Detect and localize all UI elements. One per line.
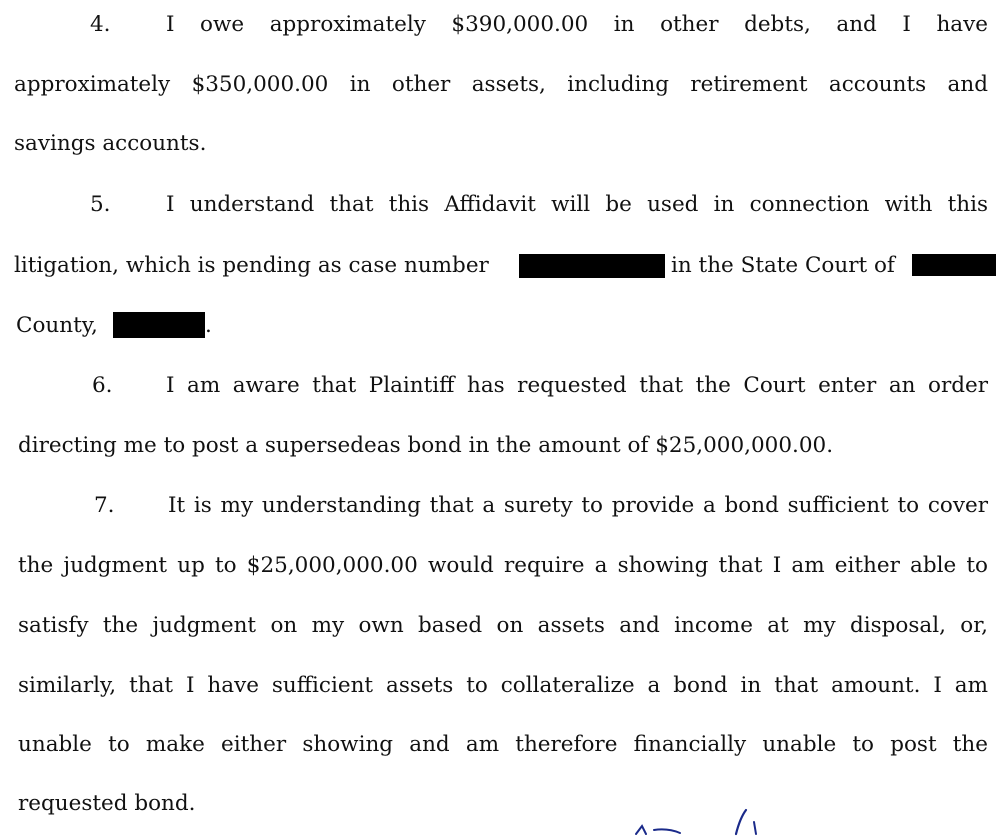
paragraph-7-line-6: requested bond. bbox=[18, 791, 196, 816]
paragraph-7-line-2: the judgment up to $25,000,000.00 would require a showing that I am either able to bbox=[18, 553, 988, 578]
paragraph-4-line-1 bbox=[166, 11, 988, 39]
paragraph-5-line-3b: . bbox=[205, 313, 212, 338]
paragraph-4-line-2: approximately $350,000.00 in other assets, including retirement accounts and bbox=[14, 72, 988, 97]
paragraph-4-line-1-text: I owe approximately $390,000.00 in other debts, and I have bbox=[166, 12, 988, 37]
paragraph-5-line-1: I understand that this Affidavit will be used in connection with this bbox=[166, 192, 988, 217]
paragraph-7-line-5: unable to make either showing and am therefore financially unable to post the bbox=[18, 732, 988, 757]
paragraph-number-7: 7. bbox=[94, 493, 115, 518]
paragraph-5-line-3a: County, bbox=[16, 313, 98, 338]
paragraph-5-line-2a: litigation, which is pending as case number bbox=[14, 253, 489, 278]
paragraph-6-line-1: I am aware that Plaintiff has requested that the Court enter an order bbox=[166, 373, 988, 398]
paragraph-7-line-4: similarly, that I have sufficient assets to collateralize a bond in that amount. I am bbox=[18, 673, 988, 698]
paragraph-number-5: 5. bbox=[90, 192, 111, 217]
paragraph-4-line-3: savings accounts. bbox=[14, 131, 207, 156]
signature-mark bbox=[628, 806, 788, 836]
paragraph-6-line-2: directing me to post a supersedeas bond in the amount of $25,000,000.00. bbox=[18, 433, 834, 458]
paragraph-7-line-3: satisfy the judgment on my own based on assets and income at my disposal, or, bbox=[18, 613, 988, 638]
paragraph-number-6: 6. bbox=[92, 373, 113, 398]
paragraph-7-line-1: It is my understanding that a surety to provide a bond sufficient to cover bbox=[168, 493, 988, 518]
paragraph-number-4: 4. bbox=[90, 12, 111, 37]
redacted-case-number bbox=[519, 254, 665, 278]
redacted-county-name bbox=[912, 254, 996, 276]
redacted-state-name bbox=[113, 312, 205, 338]
paragraph-5-line-2b: in the State Court of bbox=[671, 253, 895, 278]
